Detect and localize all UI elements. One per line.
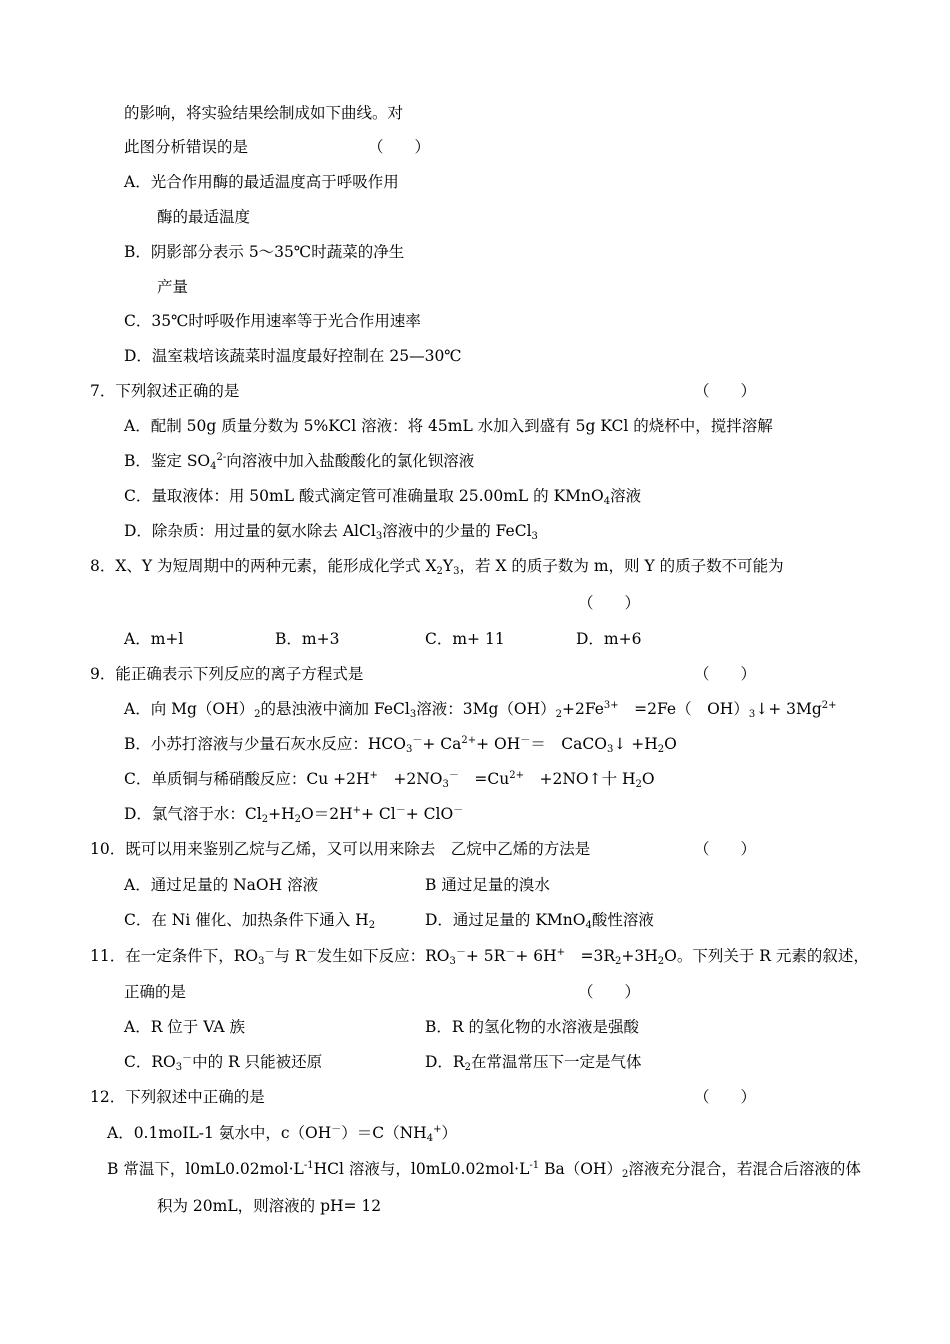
q12-stem: 12．下列叙述中正确的是 [90,1088,265,1106]
q9-option-a: A．向 $Mg(OH)_2$的悬浊液中滴加 FeCl$_3$溶液：$3Mg(OH)_2+2Fe^{3+}$ =2Fe（ $OH)_3↓+ 3Mg^{2+}$ [124,700,837,720]
q10-stem: 10．既可以用来鉴别乙烷与乙烯，又可以用来除去 乙烷中乙烯的方法是 [90,840,591,858]
q11-stem: 11．在一定条件下，$RO_3^-$与 R－发生如下反应：$RO_3^-+ 5R^-+ 6H^+$ $=3R_2+3H_2O$。下列关于 R 元素的叙述， [90,947,869,967]
q11-option-b: B．R 的氢化物的水溶液是强酸 [425,1018,639,1036]
q8-option-c: C．m+ 11 [425,630,505,648]
q10-option-c: C．在 Ni 催化、加热条件下通入 $H_2$ [124,911,376,931]
q6-answer-paren: （ ） [368,138,431,156]
q8-option-a: A．m+l [124,630,184,648]
q10-answer-paren: （ ） [694,840,757,858]
q9-option-d: D．氯气溶于水：$Cl_2+H_2O=2H^++ Cl^-+ ClO^-$ [124,805,464,825]
q11-option-d: D．$R_2$在常温常压下一定是气体 [425,1053,642,1073]
q6-option-b-line2: 产量 [157,278,189,296]
q7-stem: 7．下列叙述正确的是 [90,382,240,400]
q7-answer-paren: （ ） [694,382,757,400]
q6-option-a-line2: 酶的最适温度 [157,208,251,226]
q11-answer-paren: （ ） [578,983,641,1001]
q11-option-a: A．R 位于 VA 族 [124,1018,245,1036]
q12-option-b-line2: 积为 20mL，则溶液的 pH= 12 [157,1197,382,1215]
q6-stem-line1: 的影响，将实验结果绘制成如下曲线。对 [124,104,404,122]
q10-option-a: A．通过足量的 NaOH 溶液 [124,876,319,894]
q12-answer-paren: （ ） [694,1088,757,1106]
q8-option-d: D．m+6 [576,630,642,648]
q10-option-d: D．通过足量的 KMnO$_4$酸性溶液 [425,911,654,931]
q7-option-c: C．量取液体：用 50mL 酸式滴定管可准确量取 25.00mL 的 KMnO$_4$溶液 [124,487,642,507]
q11-stem-line2: 正确的是 [124,983,187,1001]
q9-option-b: B．小苏打溶液与少量石灰水反应：$HCO_3^-+ Ca^{2+}+ OH^-=$ CaCO$_3$↓ $+H_2O$ [124,735,677,755]
q8-option-b: B．m+3 [275,630,340,648]
q11-option-c: C．$RO_3^-$中的 R 只能被还原 [124,1053,323,1073]
q6-stem-line2: 此图分析错误的是 [124,138,249,156]
q7-option-a: A．配制 50g 质量分数为 5%KCl 溶液：将 45mL 水加入到盛有 5g KCl 的烧杯中，搅拌溶解 [124,417,773,435]
q6-option-b-line1: B．阴影部分表示 5～35℃时蔬菜的净生 [124,243,405,261]
q12-option-a: A．0.1moIL-1 氨水中，$c(OH^-)=C(NH_4^+)$ [107,1124,457,1144]
q7-option-d: D．除杂质：用过量的氨水除去 AlCl$_3$溶液中的少量的 FeCl$_3$ [124,522,538,542]
q8-answer-paren: （ ） [578,594,641,612]
q6-option-d: D．温室栽培该蔬菜时温度最好控制在 25—30℃ [124,347,462,365]
q9-option-c: C．单质铜与稀硝酸反应：Cu +2H+ $+2NO_3^-$ $=Cu^{2+}$ +2NO↑十 $H_2O$ [124,770,655,790]
q6-option-a-line1: A．光合作用酶的最适温度高于呼吸作用 [124,173,399,191]
q12-option-b: B 常温下，$l0mL0.02mol\cdot L^{-1}HCl$ 溶液与，$l0mL0.02mol\cdot L^{-1}$ $Ba(OH)_2$溶液充分混合，若混合后溶液的体 [107,1160,861,1180]
q9-stem: 9．能正确表示下列反应的离子方程式是 [90,665,364,683]
q10-option-b: B 通过足量的溴水 [425,876,550,894]
q7-option-b: B．鉴定 $SO_4^{2-}$向溶液中加入盐酸酸化的氯化钡溶液 [124,452,475,472]
q8-stem: 8．X、Y 为短周期中的两种元素，能形成化学式 $X_2Y_3$，若 X 的质子数为 m，则 Y 的质子数不可能为 [90,557,784,577]
q6-option-c: C．35℃时呼吸作用速率等于光合作用速率 [124,312,421,330]
q9-answer-paren: （ ） [694,665,757,683]
